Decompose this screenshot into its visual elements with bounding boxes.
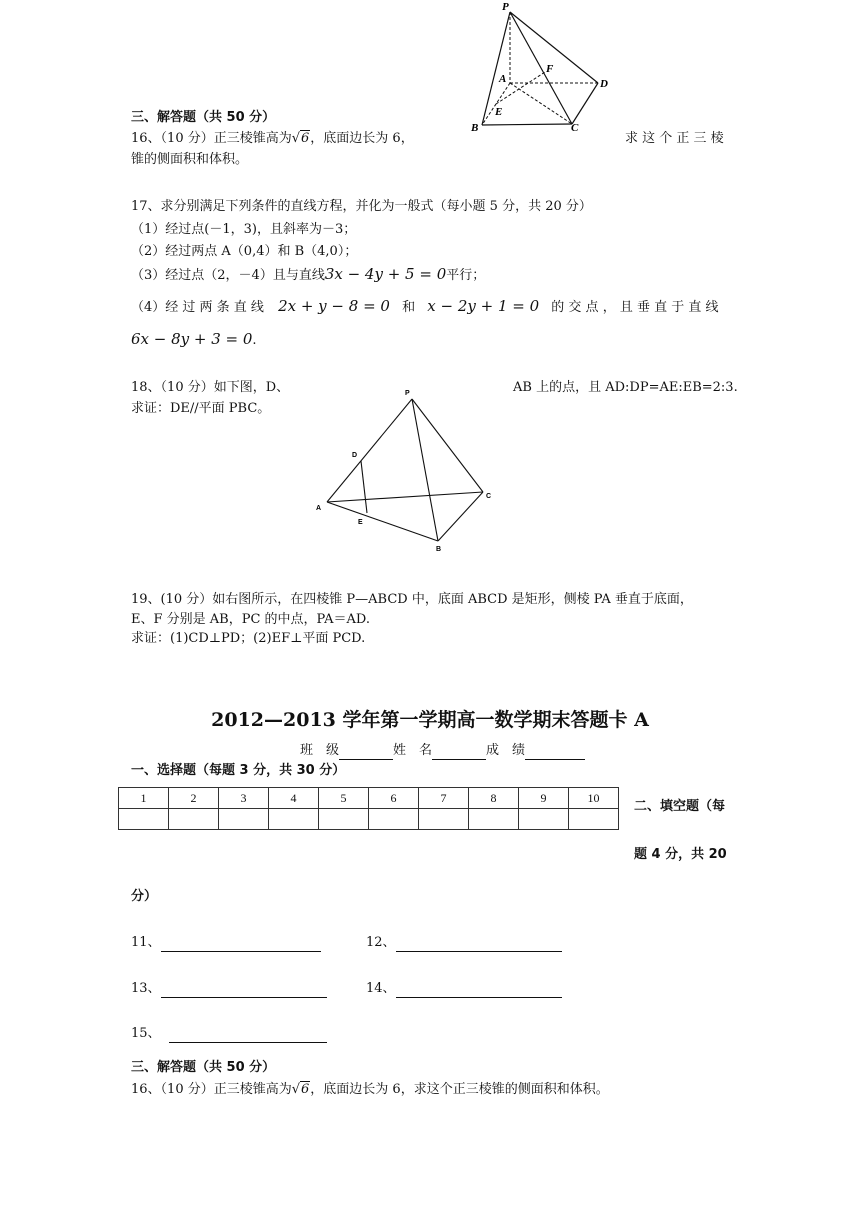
class-blank[interactable] (339, 745, 393, 760)
fig2-label-a: A (316, 505, 322, 512)
section-heading-part2-c: 分） (131, 889, 158, 904)
question-19-line2: E、F 分别是 AB，PC 的中点，PA＝AD. (131, 612, 370, 627)
choice-answer-cell[interactable] (419, 809, 469, 830)
question-19-line3: 求证：(1)CD⊥PD；(2)EF⊥平面 PCD. (131, 631, 366, 646)
question-18-line2: 求证：DE//平面 PBC。 (131, 401, 271, 416)
fig1-label-b: B (471, 122, 479, 134)
q16-text-a: 16、（10 分）正三棱锥高为 (131, 131, 292, 146)
card-q16-sqrt-value: 6 (301, 1082, 310, 1097)
blank-label-11: 11、 (131, 935, 161, 950)
answer-line-11[interactable] (161, 937, 321, 952)
fig1-label-d: D (600, 78, 608, 90)
blank-label-13: 13、 (131, 981, 161, 996)
sqrt-symbol: √ (291, 1082, 301, 1097)
q17-s4-and: 和 (402, 300, 416, 315)
choice-number-cell: 9 (519, 788, 569, 809)
answer-line-13[interactable] (161, 983, 327, 998)
choice-number-cell: 4 (269, 788, 319, 809)
answer-line-15[interactable] (169, 1028, 327, 1043)
choice-number-cell: 8 (469, 788, 519, 809)
fig2-label-c: C (486, 493, 492, 500)
choice-answer-cell[interactable] (269, 809, 319, 830)
q17-s3-text: （3）经过点（2，－4）且与直线 (131, 268, 325, 283)
question-17-sub2: （2）经过两点 A（0,4）和 B（4,0）； (131, 244, 358, 259)
fig1-label-a: A (499, 73, 507, 85)
fill-blank-15 (131, 1025, 327, 1043)
section-heading-part2-b: 题 4 分，共 20 (634, 847, 727, 862)
q17-s4-equation2: x − 2y + 1 = 0 (427, 297, 540, 315)
question-18-line1: 18、（10 分）如下图，D、 (131, 380, 290, 395)
choice-answer-cell[interactable] (569, 809, 619, 830)
q17-s4-equation1: 2x + y − 8 = 0 (278, 297, 390, 315)
choice-number-cell: 7 (419, 788, 469, 809)
answer-card-title: 2012—2013 学年第一学期高一数学期末答题卡 A (211, 709, 649, 731)
choice-number-cell: 10 (569, 788, 619, 809)
question-16-line1-end: 求 这 个 正 三 棱 (625, 131, 724, 146)
question-17-stem: 17、求分别满足下列条件的直线方程，并化为一般式（每小题 5 分，共 20 分） (131, 199, 592, 214)
q17-s3-equation: 3x − 4y + 5 = 0 (324, 265, 447, 283)
choice-number-cell: 1 (119, 788, 169, 809)
student-info-row (300, 742, 585, 760)
name-label: 姓 名 (393, 743, 433, 758)
fill-blank-12 (366, 934, 562, 952)
fill-blank-14 (366, 980, 562, 998)
fig1-label-e: E (495, 106, 503, 118)
card-question-16 (131, 1081, 609, 1099)
blank-label-15: 15、 (131, 1026, 161, 1041)
fill-blank-13 (131, 980, 327, 998)
fig1-label-f: F (546, 63, 554, 75)
choice-answer-cell[interactable] (469, 809, 519, 830)
q17-s3-end: 平行； (446, 268, 486, 283)
section-heading-part3: 三、解答题（共 50 分） (131, 110, 276, 125)
choice-number-cell: 5 (319, 788, 369, 809)
card-q16-text-b: ，底面边长为 6，求这个正三棱锥的侧面积和体积。 (310, 1082, 609, 1097)
q17-s4-text-b: 的 交 点 ， 且 垂 直 于 直 线 (551, 300, 719, 315)
blank-label-14: 14、 (366, 981, 396, 996)
score-label: 成 绩 (486, 743, 526, 758)
choice-answer-table (118, 787, 619, 830)
q16-text-b: ，底面边长为 6， (310, 131, 414, 146)
fig2-label-d: D (352, 452, 358, 459)
q16-sqrt-value: 6 (301, 131, 310, 146)
score-blank[interactable] (525, 745, 585, 760)
choice-number-cell: 3 (219, 788, 269, 809)
section-heading-part1: 一、选择题（每题 3 分，共 30 分） (131, 763, 346, 778)
fig1-label-c: C (571, 122, 579, 134)
section-heading-part2-a: 二、填空题（每 (634, 799, 726, 814)
question-17-sub1: （1）经过点(－1，3)，且斜率为－3； (131, 222, 357, 237)
sqrt-symbol: √ (291, 131, 301, 146)
fig2-label-p: P (405, 390, 410, 397)
question-16-line2: 锥的侧面积和体积。 (131, 152, 249, 167)
choice-answer-cell[interactable] (169, 809, 219, 830)
q17-s4-end: . (252, 333, 257, 348)
choice-number-cell: 2 (169, 788, 219, 809)
choice-answer-cell[interactable] (369, 809, 419, 830)
fig2-label-b: B (436, 546, 442, 553)
answer-line-12[interactable] (396, 937, 562, 952)
fig1-label-p: P (502, 1, 509, 13)
blank-label-12: 12、 (366, 935, 396, 950)
card-q16-text-a: 16、（10 分）正三棱锥高为 (131, 1082, 292, 1097)
fill-blank-11 (131, 934, 321, 952)
choice-answer-cell[interactable] (519, 809, 569, 830)
question-19-line1: 19、(10 分）如右图所示，在四棱锥 P—ABCD 中，底面 ABCD 是矩形，侧棱 PA 垂直于底面， (131, 592, 693, 607)
class-label: 班 级 (300, 743, 340, 758)
choice-answer-cell[interactable] (319, 809, 369, 830)
fig2-label-e: E (358, 519, 363, 526)
name-blank[interactable] (432, 745, 486, 760)
choice-answer-cell[interactable] (119, 809, 169, 830)
q17-s4-equation3: 6x − 8y + 3 = 0 (131, 330, 253, 348)
card-section-heading-part3: 三、解答题（共 50 分） (131, 1060, 276, 1075)
choice-answer-row (119, 809, 619, 830)
q17-s4-text-a: （4）经 过 两 条 直 线 (131, 300, 264, 315)
answer-line-14[interactable] (396, 983, 562, 998)
choice-number-row (119, 788, 619, 809)
question-18-line1-end: AB 上的点，且 AD:DP=AE:EB=2:3. (513, 380, 738, 395)
choice-number-cell: 6 (369, 788, 419, 809)
choice-answer-cell[interactable] (219, 809, 269, 830)
